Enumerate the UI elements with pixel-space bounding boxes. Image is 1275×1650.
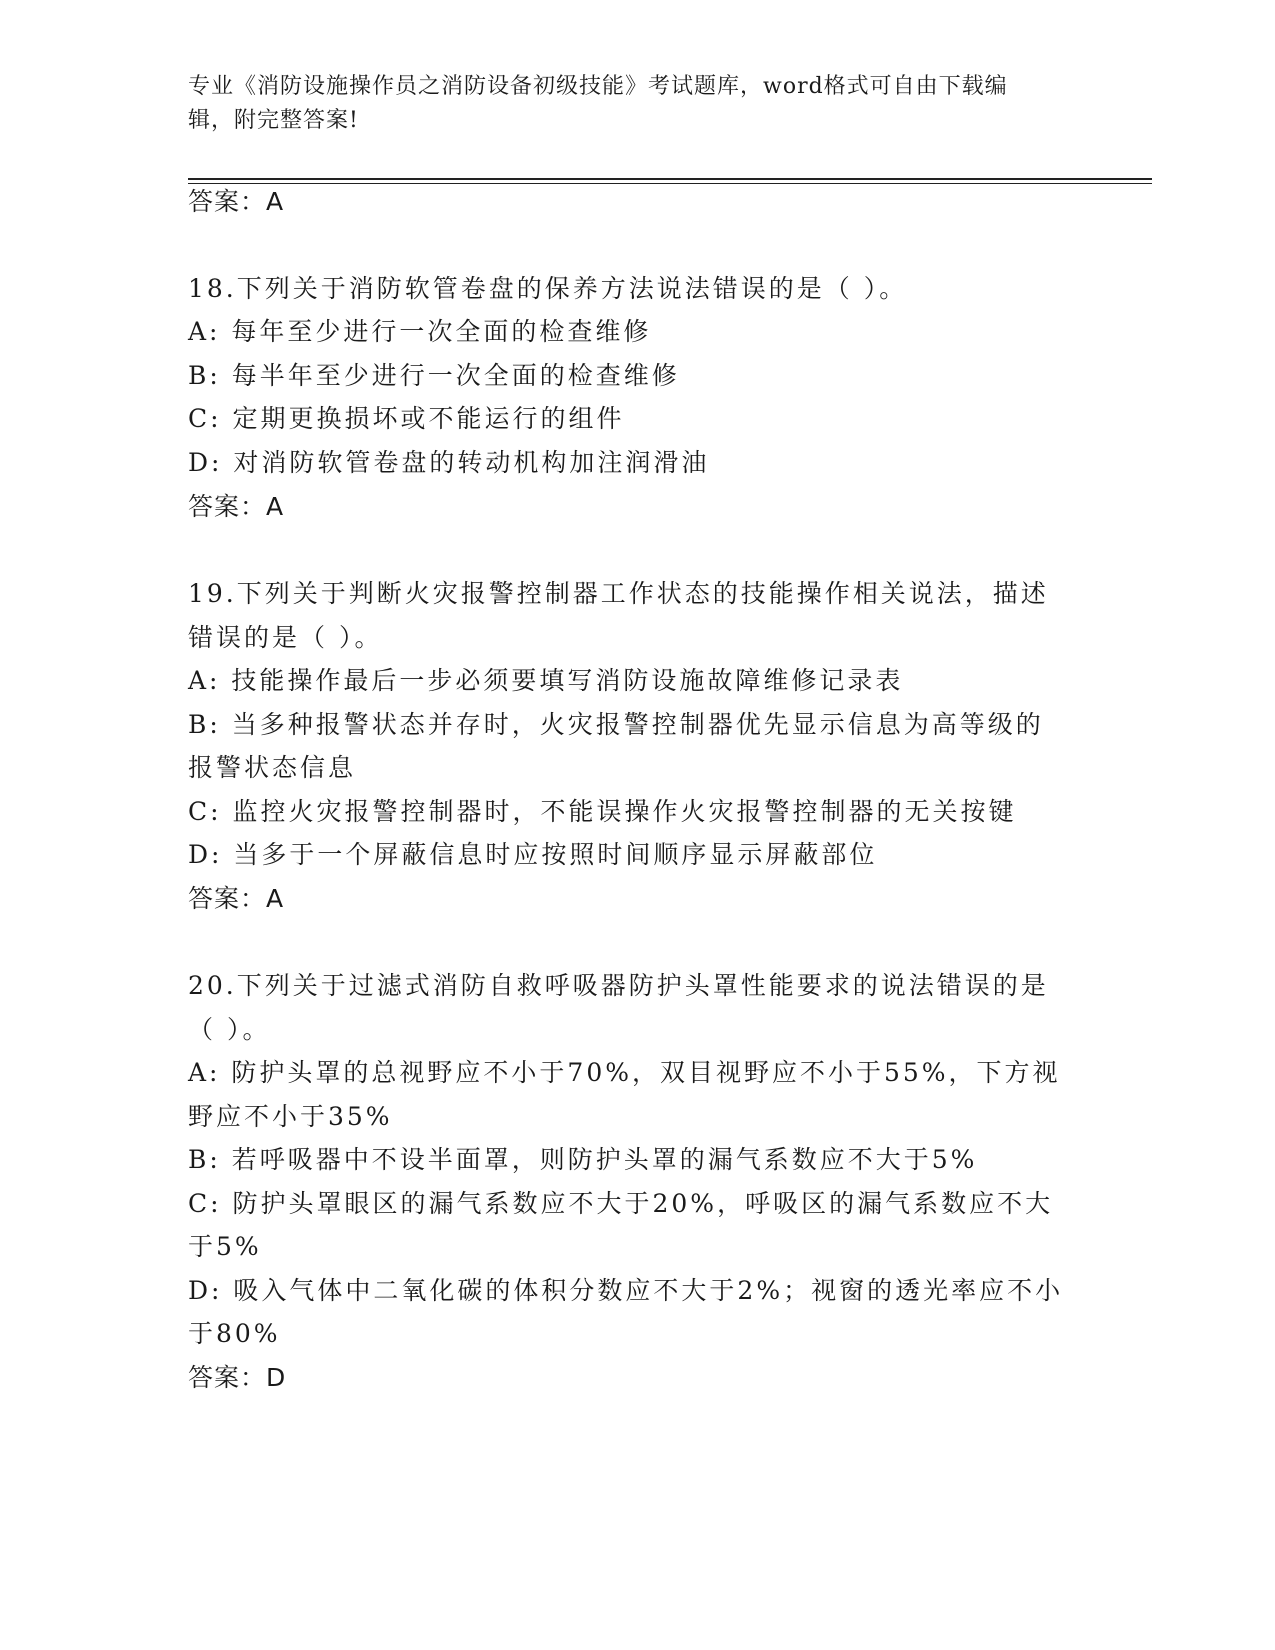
question-stem: 18.下列关于消防软管卷盘的保养方法说法错误的是（ ）。 bbox=[188, 274, 908, 303]
option-c-line-1: C: 防护头罩眼区的漏气系数应不大于20%，呼吸区的漏气系数应不大 bbox=[188, 1189, 1054, 1218]
option-d-line-1: D: 吸入气体中二氧化碳的体积分数应不大于2%；视窗的透光率应不小 bbox=[188, 1276, 1064, 1305]
option-d-line-2: 于80% bbox=[188, 1319, 281, 1348]
option-a-line-1: A: 防护头罩的总视野应不小于70%，双目视野应不小于55%，下方视 bbox=[188, 1058, 1061, 1087]
answer: 答案：A bbox=[188, 884, 285, 913]
document-header bbox=[188, 70, 1088, 138]
answer: 答案：D bbox=[188, 1363, 287, 1392]
option-c-line-2: 于5% bbox=[188, 1232, 262, 1261]
header-divider-thick bbox=[188, 178, 1152, 180]
question-stem-line-2: 错误的是（ ）。 bbox=[188, 623, 383, 652]
option-c: C: 定期更换损坏或不能运行的组件 bbox=[188, 404, 625, 433]
option-b-line-1: B: 当多种报警状态并存时，火灾报警控制器优先显示信息为高等级的 bbox=[188, 710, 1044, 739]
prev-answer: 答案：A bbox=[188, 187, 285, 216]
header-line-2: 辑，附完整答案! bbox=[188, 108, 359, 133]
option-d: D: 当多于一个屏蔽信息时应按照时间顺序显示屏蔽部位 bbox=[188, 840, 878, 869]
option-a: A: 技能操作最后一步必须要填写消防设施故障维修记录表 bbox=[188, 666, 904, 695]
option-a: A: 每年至少进行一次全面的检查维修 bbox=[188, 317, 652, 346]
option-a-line-2: 野应不小于35% bbox=[188, 1102, 393, 1131]
option-b: B: 若呼吸器中不设半面罩，则防护头罩的漏气系数应不大于5% bbox=[188, 1145, 978, 1174]
question-stem-line-2: （ ）。 bbox=[188, 1015, 271, 1044]
option-c: C: 监控火灾报警控制器时，不能误操作火灾报警控制器的无关按键 bbox=[188, 797, 1017, 826]
option-b-line-2: 报警状态信息 bbox=[188, 753, 357, 782]
answer: 答案：A bbox=[188, 492, 285, 521]
option-b: B: 每半年至少进行一次全面的检查维修 bbox=[188, 361, 680, 390]
question-stem-line-1: 20.下列关于过滤式消防自救呼吸器防护头罩性能要求的说法错误的是 bbox=[188, 971, 1049, 1000]
question-stem-line-1: 19.下列关于判断火灾报警控制器工作状态的技能操作相关说法，描述 bbox=[188, 579, 1049, 608]
header-line-1: 专业《消防设施操作员之消防设备初级技能》考试题库，word格式可自由下载编 bbox=[188, 74, 1008, 99]
header-divider-thin bbox=[188, 183, 1152, 184]
option-d: D: 对消防软管卷盘的转动机构加注润滑油 bbox=[188, 448, 710, 477]
